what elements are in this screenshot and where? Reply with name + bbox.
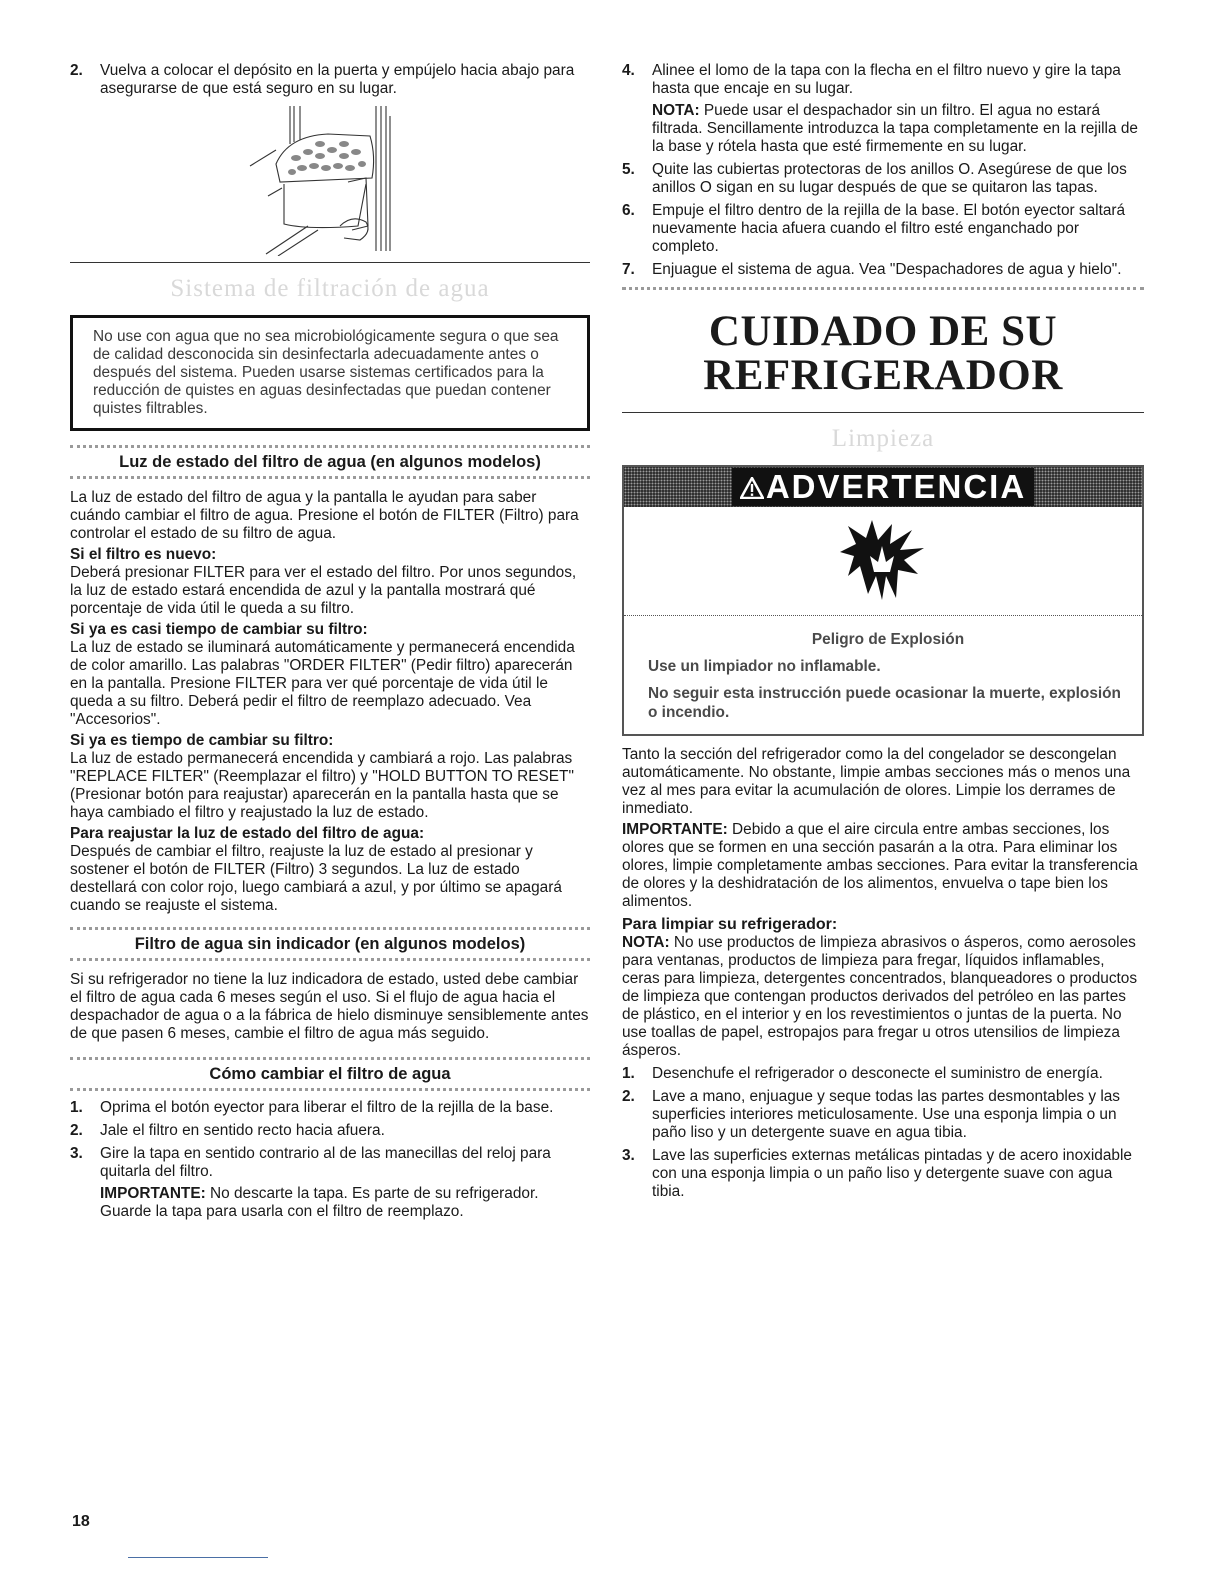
left-column [70, 62, 590, 1221]
step-number: 7. [622, 261, 635, 278]
water-safety-warning: No use con agua que no sea microbiológicamente segura o que sea de calidad desconocida sin desinfectarla adecuadamente antes o después del sistema. Pueden usarse sistemas certificados para la reducción de quistes en aguas desinfectadas que puedan contener quistes filtrables. [70, 315, 590, 431]
ice-bin-illustration [248, 106, 438, 256]
clean-note [622, 934, 1144, 1060]
new-filter-heading: Si el filtro es nuevo: [70, 546, 217, 563]
step-text: Lave a mano, enjuague y seque todas las partes desmontables y las superficies interiores meticulosamente. Use una esponja limpia o un paño liso y un detergente suave en agua tibia. [652, 1088, 1121, 1141]
almost-time-text: La luz de estado se iluminará automáticamente y permanecerá encendida de color amarillo. Las palabras "ORDER FILTER" (Pedir filtro) aparecerán en la pantalla. Presione FILTER para ver qué porcentaje de vida útil le queda a su filtro. Deberá pedir el filtro de reemplazo adecuado. Vea "Accesorios". [70, 639, 575, 728]
page-title-line-1: CUIDADO DE SU [708, 308, 1058, 355]
list-item [622, 1088, 1144, 1142]
hazard-title: Peligro de Explosión [811, 631, 965, 648]
step-text: Jale el filtro en sentido recto hacia afuera. [100, 1122, 385, 1139]
note-text: Puede usar el despachador sin un filtro. El agua no estará filtrada. Sencillamente introduzca la tapa completamente en la rejilla de la base y rótela hasta que esté firmemente en su lugar. [652, 102, 1138, 155]
section-title-water-filtration: Sistema de filtración de agua [170, 275, 490, 302]
list-item [622, 1147, 1144, 1201]
step-text: Vuelva a colocar el depósito en la puerta y empújelo hacia abajo para asegurarse de que está seguro en su lugar. [100, 62, 575, 97]
important-paragraph [622, 821, 1144, 911]
right-column [622, 62, 1144, 1201]
dotted-divider [70, 958, 590, 961]
section-title-cleaning: Limpieza [831, 425, 935, 452]
footer-line [128, 1557, 268, 1558]
dotted-divider [622, 287, 1144, 290]
change-filter-steps [70, 1099, 590, 1221]
change-filter-heading: Cómo cambiar el filtro de agua [209, 1065, 451, 1083]
warning-panel [622, 465, 1144, 736]
step-number: 3. [70, 1145, 83, 1162]
step-text: Empuje el filtro dentro de la rejilla de la base. El botón eyector saltará nuevamente hacia afuera cuando el filtro esté enganchado por completo. [652, 202, 1126, 255]
clean-heading: Para limpiar su refrigerador: [622, 916, 838, 933]
time-to-change-heading: Si ya es tiempo de cambiar su filtro: [70, 732, 334, 749]
cleaning-intro: Tanto la sección del refrigerador como la del congelador se descongelan automáticamente. No obstante, limpie ambas secciones más o menos una vez al mes para evitar la acumulación de olores. Limpie los derrames de inmediato. [622, 746, 1131, 817]
explosion-icon [838, 516, 928, 606]
step-number: 3. [622, 1147, 635, 1164]
section-rule [70, 262, 590, 263]
step-text: Desenchufe el refrigerador o desconecte el suministro de energía. [652, 1065, 1103, 1082]
warning-banner-text [732, 468, 1034, 506]
reinsert-step [70, 62, 590, 98]
note-text: No descarte la tapa. Es parte de su refrigerador. Guarde la tapa para usarla con el filtro de reemplazo. [100, 1185, 539, 1220]
step-number: 6. [622, 202, 635, 219]
page-title [622, 310, 1144, 398]
new-filter-text: Deberá presionar FILTER para ver el estado del filtro. Por unos segundos, la luz de estado estará encendida de azul y la pantalla mostrará qué porcentaje de vida útil le queda a su filtro. [70, 564, 577, 617]
warning-consequence: No seguir esta instrucción puede ocasionar la muerte, explosión o incendio. [648, 685, 1121, 721]
step-text: Gire la tapa en sentido contrario al de las manecillas del reloj para quitarla del filtro. [100, 1145, 551, 1180]
time-to-change-text: La luz de estado permanecerá encendida y cambiará a rojo. Las palabras "REPLACE FILTER" (Reemplazar el filtro) y "HOLD BUTTON TO RESET" (Presionar botón para reajustar) aparecerán en la pantalla hasta que se haya cambiado el filtro y reajustado la luz de estado. [70, 750, 574, 821]
step-note [100, 1185, 590, 1221]
list-item [70, 1145, 590, 1221]
dotted-divider [70, 1088, 590, 1091]
note-text: No use productos de limpieza abrasivos o ásperos, como aerosoles para ventanas, productos de limpieza para fregar, líquidos inflamables, ceras para limpieza, detergentes concentrados, blanqueadores o productos de limpieza que contengan productos derivados del petróleo en las partes de plástico, en el interior y en los revestimientos o juntas de la puerta. No use toallas de papel, estropajos para fregar u otros utensilios de limpieza ásperos. [622, 934, 1138, 1059]
step-text: Enjuague el sistema de agua. Vea "Despachadores de agua y hielo". [652, 261, 1122, 278]
ice-bin-drawing [248, 106, 438, 256]
reset-light-heading: Para reajustar la luz de estado del filtro de agua: [70, 825, 425, 842]
step-number: 1. [70, 1099, 83, 1116]
list-item [622, 161, 1144, 197]
step-text: Quite las cubiertas protectoras de los anillos O. Asegúrese de que los anillos O sigan en su lugar después de que se quitaron las tapas. [652, 161, 1127, 196]
list-item [70, 1122, 590, 1140]
step-number: 2. [70, 62, 83, 79]
list-item [622, 62, 1144, 156]
note-label: NOTA: [622, 934, 670, 951]
step-number: 5. [622, 161, 635, 178]
warning-triangle-icon [740, 477, 764, 499]
note-label: IMPORTANTE: [100, 1185, 206, 1202]
step-number: 1. [622, 1065, 635, 1082]
warning-icon-area [624, 507, 1142, 616]
step-number: 2. [70, 1122, 83, 1139]
important-label: IMPORTANTE: [622, 821, 728, 838]
step-number: 2. [622, 1088, 635, 1105]
clean-steps [622, 1065, 1144, 1201]
almost-time-heading: Si ya es casi tiempo de cambiar su filtro: [70, 621, 368, 638]
warning-banner [624, 467, 1142, 507]
important-text: Debido a que el aire circula entre ambas secciones, los olores que se formen en una sección pasarán a la otra. Para eliminar los olores, limpie completamente ambas secciones. Para evitar la transferencia de olores y la deshidratación de los alimentos, envuelva o tape bien los alimentos. [622, 821, 1138, 910]
list-item [622, 202, 1144, 256]
list-item [622, 261, 1144, 279]
note-label: NOTA: [652, 102, 700, 119]
step-number: 4. [622, 62, 635, 79]
dotted-divider [70, 476, 590, 479]
step-text: Oprima el botón eyector para liberar el filtro de la rejilla de la base. [100, 1099, 554, 1116]
list-item [70, 1099, 590, 1117]
page-number: 18 [72, 1513, 90, 1530]
status-light-heading: Luz de estado del filtro de agua (en algunos modelos) [119, 453, 541, 471]
no-indicator-text: Si su refrigerador no tiene la luz indicadora de estado, usted debe cambiar el filtro de agua cada 6 meses según el uso. Si el flujo de agua hacia el despachador de agua o a la fábrica de hielo disminuye sensiblemente antes de que pasen 6 meses, cambie el filtro de agua más seguido. [70, 971, 589, 1042]
section-rule [622, 412, 1144, 413]
step-text: Alinee el lomo de la tapa con la flecha en el filtro nuevo y gire la tapa hasta que encaje en su lugar. [652, 62, 1121, 97]
step-note [652, 102, 1144, 156]
page-title-line-2: REFRIGERADOR [703, 352, 1063, 399]
warning-instruction: Use un limpiador no inflamable. [648, 658, 881, 675]
no-indicator-heading: Filtro de agua sin indicador (en algunos modelos) [134, 935, 526, 953]
warning-text [624, 616, 1142, 734]
list-item [622, 1065, 1144, 1083]
reset-light-text: Después de cambiar el filtro, reajuste la luz de estado al presionar y sostener el botón de FILTER (Filtro) 3 segundos. La luz de estado destellará con color rojo, luego cambiará a azul, y por último se apagará cuando se reajuste el sistema. [70, 843, 562, 914]
warning-word: ADVERTENCIA [765, 468, 1027, 505]
status-light-intro: La luz de estado del filtro de agua y la pantalla le ayudan para saber cuándo cambiar el filtro de agua. Presione el botón de FILTER (Filtro) para controlar el estado de su filtro de agua. [70, 489, 579, 542]
step-text: Lave las superficies externas metálicas pintadas y de acero inoxidable con una esponja limpia o un paño liso y detergente suave con agua tibia. [652, 1147, 1132, 1200]
